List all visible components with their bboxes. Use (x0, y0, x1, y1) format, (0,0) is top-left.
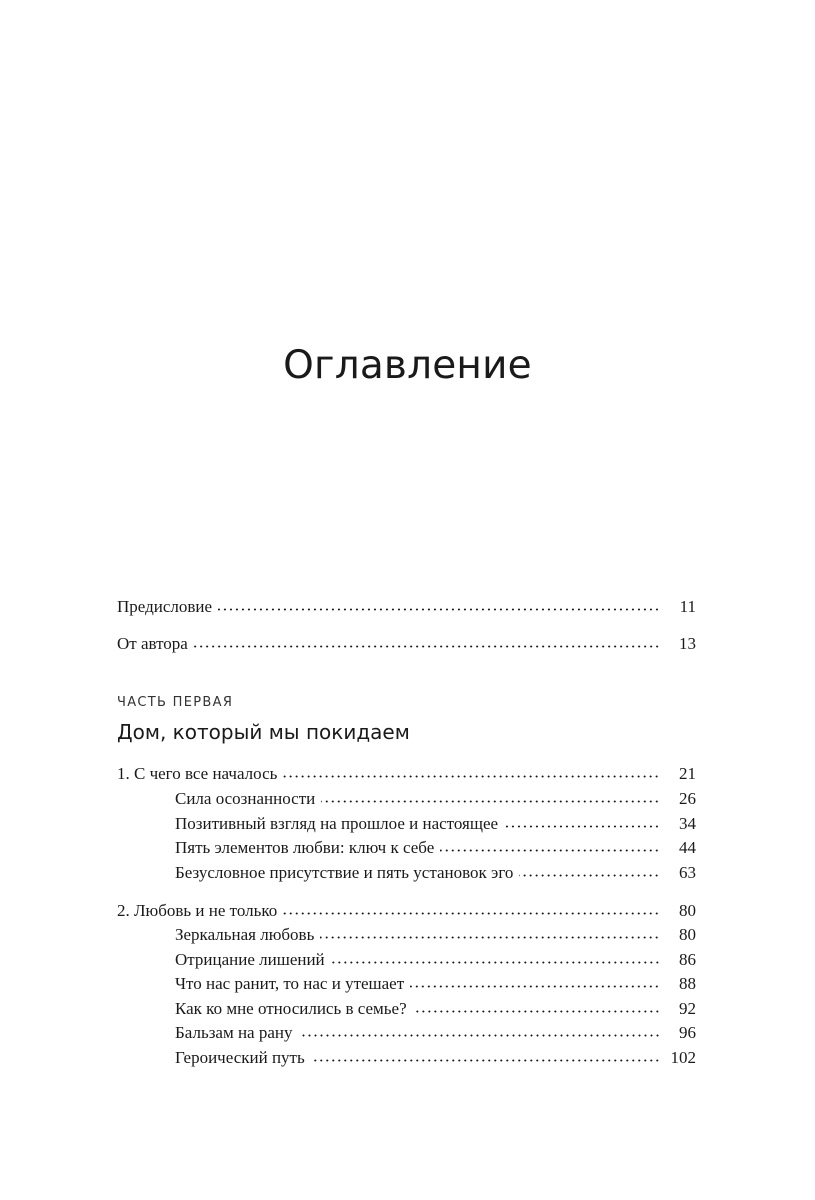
toc-section[interactable] (0, 950, 815, 976)
toc-section[interactable] (0, 789, 815, 815)
toc-entry-title: Сила осознанности (175, 789, 316, 808)
dot-leader (311, 1059, 660, 1062)
toc-entry-title: Что нас ранит, то нас и утешает (175, 974, 405, 993)
toc-entry-title: Предисловие (117, 597, 213, 616)
toc-section[interactable] (0, 974, 815, 1000)
dot-leader (283, 912, 660, 915)
toc-section[interactable] (0, 1048, 815, 1074)
dot-leader (299, 1034, 661, 1037)
toc-page-number: 92 (679, 999, 696, 1018)
toc-page-number: 34 (679, 814, 696, 833)
dot-leader (413, 1010, 660, 1013)
toc-chapter-2[interactable] (0, 901, 815, 927)
toc-entry-title: Безусловное присутствие и пять установок эго (175, 863, 514, 882)
dot-leader (283, 775, 660, 778)
toc-page-number: 80 (679, 901, 696, 920)
part-title: Дом, который мы покидаем (117, 720, 410, 744)
toc-entry-from-author[interactable] (0, 634, 815, 660)
toc-entry-title: Героический путь (175, 1048, 305, 1067)
toc-page-number: 21 (679, 764, 696, 783)
toc-page-number: 44 (679, 838, 696, 857)
toc-page-number: 11 (679, 597, 696, 616)
toc-section[interactable] (0, 863, 815, 889)
page-title: Оглавление (283, 343, 532, 388)
toc-page-number: 13 (679, 634, 696, 653)
toc-entry-title: От автора (117, 634, 188, 653)
dot-leader (218, 608, 660, 611)
toc-entry-title: 1. С чего все началось (117, 764, 278, 783)
toc-entry-title: Как ко мне относились в семье? (175, 999, 407, 1018)
toc-section[interactable] (0, 838, 815, 864)
toc-entry-title: Бальзам на рану (175, 1023, 293, 1042)
toc-page-number: 26 (679, 789, 696, 808)
part-label: ЧАСТЬ ПЕРВАЯ (117, 695, 234, 710)
toc-chapter-1[interactable] (0, 764, 815, 790)
dot-leader (320, 936, 660, 939)
toc-page-number: 63 (679, 863, 696, 882)
toc-entry-title: Отрицание лишений (175, 950, 325, 969)
dot-leader (331, 961, 660, 964)
toc-section[interactable] (0, 999, 815, 1025)
dot-leader (321, 800, 660, 803)
dot-leader (519, 874, 660, 877)
dot-leader (504, 825, 660, 828)
toc-page-number: 88 (679, 974, 696, 993)
dot-leader (440, 849, 660, 852)
toc-page-number: 86 (679, 950, 696, 969)
toc-section[interactable] (0, 925, 815, 951)
toc-page-number: 80 (679, 925, 696, 944)
toc-entry-title: 2. Любовь и не только (117, 901, 278, 920)
toc-section[interactable] (0, 814, 815, 840)
toc-section[interactable] (0, 1023, 815, 1049)
toc-entry-title: Позитивный взгляд на прошлое и настоящее (175, 814, 499, 833)
toc-page-number: 102 (670, 1048, 696, 1067)
toc-entry-title: Зеркальная любовь (175, 925, 315, 944)
toc-entry-preface[interactable] (0, 597, 815, 623)
toc-entry-title: Пять элементов любви: ключ к себе (175, 838, 435, 857)
dot-leader (194, 645, 660, 648)
toc-page-number: 96 (679, 1023, 696, 1042)
dot-leader (410, 985, 660, 988)
